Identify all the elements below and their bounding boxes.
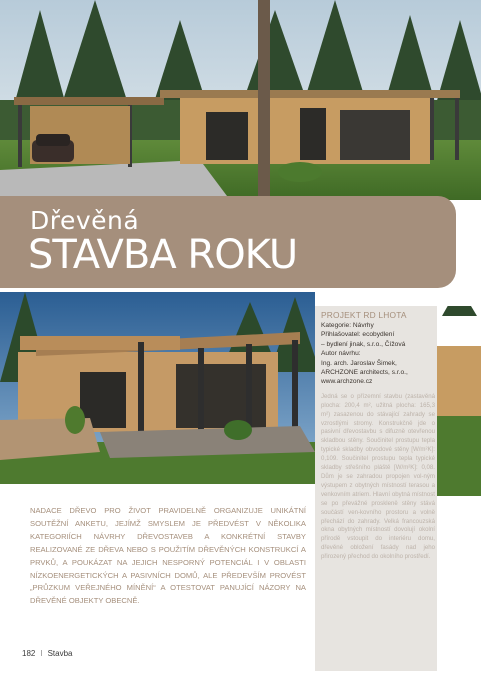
title-big: STAVBA ROKU [28,232,298,278]
house-photo [0,292,315,484]
project-sidebar [321,310,435,562]
page-number: 182 [22,649,36,658]
credit-line: – bydlení jinak, s.r.o., Čížová [321,340,406,348]
project-credits [321,321,435,387]
credit-line: Autor návrhu: [321,350,361,358]
footer-separator: I [40,649,43,658]
section-name: Stavba [47,649,73,658]
side-strip-photo [437,306,481,686]
title-small: Dřevěná [30,206,140,235]
title-band [0,196,456,288]
credit-line: Kategorie: Návrhy [321,322,374,329]
credit-line: Přihlašovatel: ecobydlení [321,331,395,339]
credit-line: www.archzone.cz [321,378,373,386]
credit-line: ARCHZONE architects, s.r.o., [321,369,408,377]
intro-paragraph: NADACE DŘEVO PRO ŽIVOT PRAVIDELNĚ ORGANIZUJE UNIKÁTNÍ SOUTĚŽNÍ ANKETU, JEJÍMŽ SMYSLEM JE PŘEDVÉST V NĚKOLIKA KATEGORIÍCH NÁVRHY DŘEVOSTAVEB A KONKRÉTNÍ STAVBY REALIZOVANÉ ZE DŘEVA NEBO S POUŽITÍM DŘEVĚNÝCH KONSTRUKCÍ A PRVKŮ, A POUKÁZAT NA JEJICH NESPORNÝ POTENCIÁL I V OBLASTI NÍZKOENERGETICKÝCH A PASIVNÍCH DOMŮ, ALE PŘEDEVŠÍM PROVÉST „PRŮZKUM VEŘEJNÉHO MÍNĚNÍ“ A OTESTOVAT PANUJÍCÍ NÁZORY NA DŘEVĚNÉ OBJEKTY OBECNĚ. [30,506,306,606]
project-description: Jedná se o přízemní stavbu (zastavěná plocha: 200,4 m², užitná plocha: 165,3 m²) zasazenou do stávající zahrady se vzrostlými stromy. Konstrukčně jde o pasivní dřevostavbu s difuzně otevřenou skladbou stěny. Součinitel prostupu tepla typické skladby obvodové stěny [W/m²K]: 0,109. Součinitel prostupu tepla typické skladby střešního pláště [W/m²K]: 0,08. Dům je se zahradou propojen vol-ným výstupem z obytných místností terasou a venkovním atriem. Hlavní obytná místnost se po převážné proskleně stěny stává součástí ven-kovního prostoru a volně přechází do zahrady. Velká francouzská okna obytných místností dovolují okolní přírodě vstoupit do interiéru domu, dřevěné obložení fasády nad jeho přirozený přechod do okolního prostředí. [321,392,435,561]
credit-line: Ing. arch. Jaroslav Šimek, [321,359,397,367]
project-title: PROJEKT RD LHOTA [321,310,407,320]
hero-photo [0,0,481,200]
page-footer [22,649,73,658]
